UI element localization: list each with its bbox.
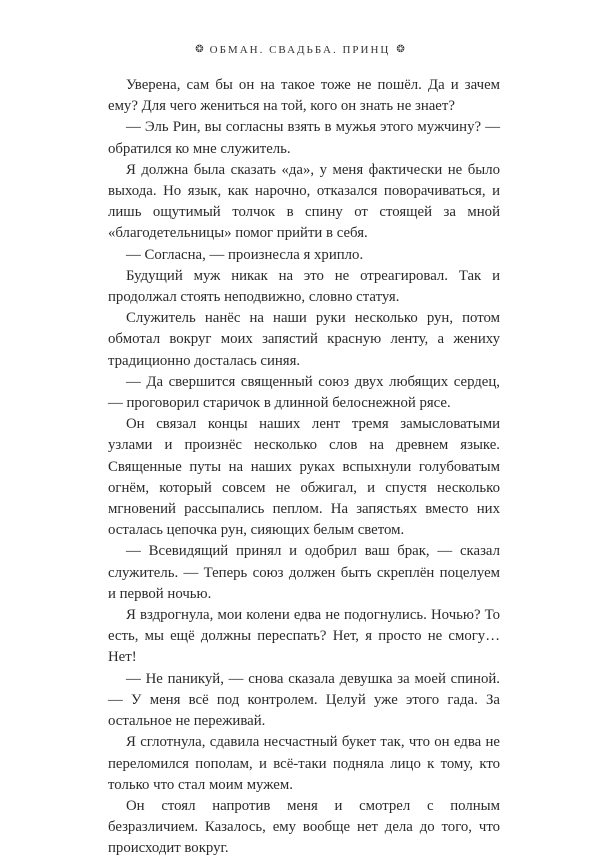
paragraph: Он связал концы наших лент тремя замысловатыми узлами и произнёс несколько слов на древнем языке. Священные путы на наших руках вспыхнули голубоватым огнём, который совсем не обжигал, и спустя несколько мгновений рассыпались пеплом. На запястьях вместо них осталась цепочка рун, сияющих белым светом.: [108, 416, 500, 539]
paragraph: Он стоял напротив меня и смотрел с полным безразличием. Казалось, ему вообще нет дела до того, что происходит вокруг.: [108, 797, 500, 857]
paragraph: — Да свершится священный союз двух любящих сердец, — проговорил старичок в длинной белоснежной рясе.: [108, 373, 500, 412]
running-head: [0, 44, 600, 56]
ornament-right-icon: ❂: [396, 44, 405, 55]
paragraph: — Не паникуй, — снова сказала девушка за моей спиной. — У меня всё под контролем. Целуй уже этого гада. За остальное не переживай.: [108, 670, 500, 730]
paragraph: — Эль Рин, вы согласны взять в мужья этого мужчину? — обратился ко мне служитель.: [108, 119, 500, 157]
paragraph: Я вздрогнула, мои колени едва не подогнулись. Ночью? То есть, мы ещё должны переспать? Нет, я просто не смогу… Нет!: [108, 607, 500, 666]
ornament-left-icon: ❂: [195, 44, 204, 55]
paragraph: — Согласна, — произнесла я хрипло.: [126, 246, 364, 263]
paragraph: Служитель нанёс на наши руки несколько рун, потом обмотал вокруг моих запястий красную ленту, а жениху традиционно досталась синяя.: [108, 310, 500, 369]
paragraph: Будущий муж никак на это не отреагировал. Так и продолжал стоять неподвижно, словно статуя.: [108, 267, 500, 306]
running-head-title: ОБМАН. СВАДЬБА. ПРИНЦ: [209, 44, 391, 56]
paragraph: — Всевидящий принял и одобрил ваш брак, — сказал служитель. — Теперь союз должен быть скреплён поцелуем и первой ночью.: [108, 543, 500, 602]
paragraph: Я должна была сказать «да», у меня фактически не было выхода. Но язык, как нарочно, отказался поворачиваться, и лишь ощутимый толчок в спину от стоящей за мной «благодетельницы» помог прийти в себя.: [108, 161, 500, 242]
body-text: [108, 75, 500, 860]
paragraph: Я сглотнула, сдавила несчастный букет так, что он едва не переломился пополам, и всё-таки подняла лицо к тому, кто только что стал моим мужем.: [108, 734, 500, 793]
paragraph: Уверена, сам бы он на такое тоже не пошёл. Да и зачем ему? Для чего жениться на той, кого он знать не знает?: [108, 77, 500, 115]
